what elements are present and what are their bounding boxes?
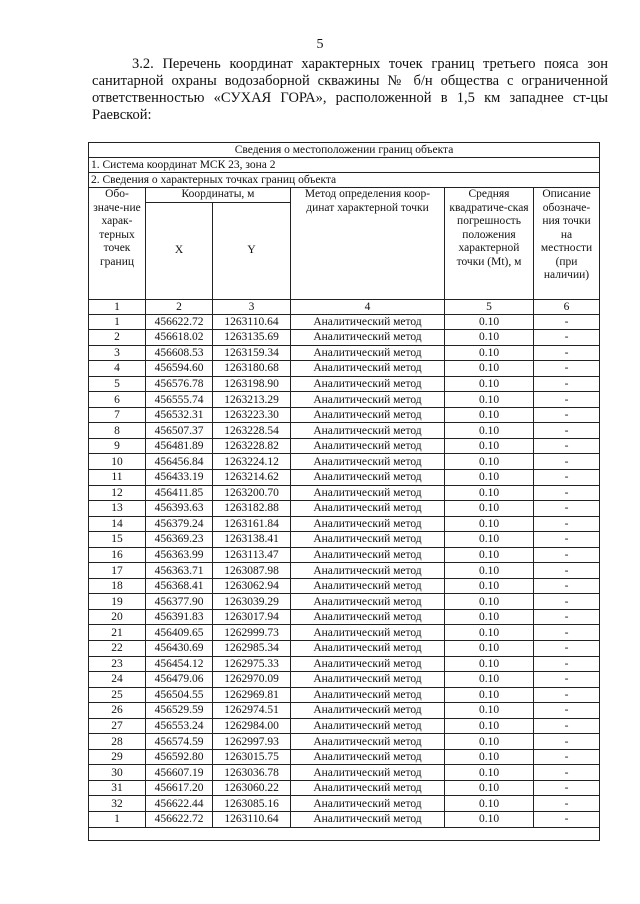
table-row <box>89 796 600 812</box>
coord-y: 1263182.88 <box>213 501 291 517</box>
method: Аналитический метод <box>291 454 445 470</box>
coord-x: 456393.63 <box>146 501 213 517</box>
table-row <box>89 625 600 641</box>
point-description: - <box>534 485 600 501</box>
table-row <box>89 578 600 594</box>
point-number: 15 <box>89 532 146 548</box>
point-number: 17 <box>89 563 146 579</box>
method: Аналитический метод <box>291 765 445 781</box>
table-row <box>89 718 600 734</box>
coordinate-system: 1. Система координат МСК 23, зона 2 <box>89 158 600 173</box>
point-number: 16 <box>89 547 146 563</box>
coord-x: 456391.83 <box>146 609 213 625</box>
point-description: - <box>534 640 600 656</box>
method: Аналитический метод <box>291 609 445 625</box>
method: Аналитический метод <box>291 392 445 408</box>
table-row <box>89 656 600 672</box>
method: Аналитический метод <box>291 578 445 594</box>
method: Аналитический метод <box>291 563 445 579</box>
coord-x: 456618.02 <box>146 330 213 346</box>
column-number: 1 <box>89 299 146 314</box>
coord-x: 456379.24 <box>146 516 213 532</box>
point-description: - <box>534 796 600 812</box>
method: Аналитический метод <box>291 516 445 532</box>
method: Аналитический метод <box>291 672 445 688</box>
coord-y: 1262970.09 <box>213 672 291 688</box>
coord-y: 1263224.12 <box>213 454 291 470</box>
coord-y: 1263228.82 <box>213 438 291 454</box>
coord-y: 1263159.34 <box>213 345 291 361</box>
coord-y: 1263135.69 <box>213 330 291 346</box>
coord-x: 456363.71 <box>146 563 213 579</box>
method: Аналитический метод <box>291 687 445 703</box>
point-number: 2 <box>89 330 146 346</box>
point-number: 18 <box>89 578 146 594</box>
table-row <box>89 703 600 719</box>
method: Аналитический метод <box>291 345 445 361</box>
method: Аналитический метод <box>291 780 445 796</box>
point-number: 31 <box>89 780 146 796</box>
point-number: 4 <box>89 361 146 377</box>
table-row <box>89 734 600 750</box>
point-number: 10 <box>89 454 146 470</box>
coord-x: 456622.44 <box>146 796 213 812</box>
mt-value: 0.10 <box>445 796 534 812</box>
coord-x: 456507.37 <box>146 423 213 439</box>
coord-x: 456363.99 <box>146 547 213 563</box>
coord-y: 1263087.98 <box>213 563 291 579</box>
point-number: 8 <box>89 423 146 439</box>
mt-value: 0.10 <box>445 594 534 610</box>
mt-value: 0.10 <box>445 672 534 688</box>
section-heading: 3.2. Перечень координат характерных точек границ третьего пояса зон санитарной охраны водозаборной скважины № б/н общества с ограниченной ответственностью «СУХАЯ ГОРА», расположенной в 1,5 км западнее ст-цы Раевской: <box>92 56 608 123</box>
method: Аналитический метод <box>291 718 445 734</box>
coord-x: 456411.85 <box>146 485 213 501</box>
method: Аналитический метод <box>291 438 445 454</box>
coord-y: 1263198.90 <box>213 376 291 392</box>
header-method: Метод определения коор-динат характерной точки <box>291 188 445 300</box>
column-number: 5 <box>445 299 534 314</box>
point-description: - <box>534 812 600 828</box>
mt-value: 0.10 <box>445 640 534 656</box>
point-description: - <box>534 547 600 563</box>
mt-value: 0.10 <box>445 501 534 517</box>
table-row <box>89 392 600 408</box>
point-description: - <box>534 718 600 734</box>
coord-x: 456553.24 <box>146 718 213 734</box>
method: Аналитический метод <box>291 485 445 501</box>
coord-x: 456504.55 <box>146 687 213 703</box>
table-row <box>89 485 600 501</box>
coord-x: 456481.89 <box>146 438 213 454</box>
point-description: - <box>534 314 600 330</box>
method: Аналитический метод <box>291 640 445 656</box>
table-row <box>89 765 600 781</box>
column-number: 6 <box>534 299 600 314</box>
point-description: - <box>534 734 600 750</box>
method: Аналитический метод <box>291 423 445 439</box>
coord-x: 456594.60 <box>146 361 213 377</box>
point-description: - <box>534 563 600 579</box>
header-x: X <box>146 202 213 299</box>
coord-x: 456368.41 <box>146 578 213 594</box>
coord-x: 456369.23 <box>146 532 213 548</box>
method: Аналитический метод <box>291 547 445 563</box>
point-number: 19 <box>89 594 146 610</box>
coord-x: 456479.06 <box>146 672 213 688</box>
mt-value: 0.10 <box>445 485 534 501</box>
point-description: - <box>534 672 600 688</box>
point-description: - <box>534 703 600 719</box>
coord-y: 1263161.84 <box>213 516 291 532</box>
point-description: - <box>534 749 600 765</box>
column-number: 3 <box>213 299 291 314</box>
point-description: - <box>534 656 600 672</box>
point-number: 29 <box>89 749 146 765</box>
coord-y: 1262974.51 <box>213 703 291 719</box>
coord-x: 456555.74 <box>146 392 213 408</box>
mt-value: 0.10 <box>445 625 534 641</box>
coord-y: 1263060.22 <box>213 780 291 796</box>
coord-y: 1263200.70 <box>213 485 291 501</box>
coord-x: 456454.12 <box>146 656 213 672</box>
coord-x: 456617.20 <box>146 780 213 796</box>
table-row <box>89 609 600 625</box>
method: Аналитический метод <box>291 625 445 641</box>
coord-y: 1263228.54 <box>213 423 291 439</box>
method: Аналитический метод <box>291 703 445 719</box>
table-row <box>89 361 600 377</box>
table-row <box>89 812 600 828</box>
page-number: 5 <box>316 37 324 52</box>
point-description: - <box>534 780 600 796</box>
coord-x: 456433.19 <box>146 469 213 485</box>
coord-y: 1263110.64 <box>213 314 291 330</box>
point-description: - <box>534 345 600 361</box>
coord-y: 1263015.75 <box>213 749 291 765</box>
mt-value: 0.10 <box>445 392 534 408</box>
mt-value: 0.10 <box>445 812 534 828</box>
column-number: 4 <box>291 299 445 314</box>
table-row <box>89 438 600 454</box>
coord-y: 1263017.94 <box>213 609 291 625</box>
point-description: - <box>534 516 600 532</box>
point-number: 27 <box>89 718 146 734</box>
mt-value: 0.10 <box>445 314 534 330</box>
coord-x: 456607.19 <box>146 765 213 781</box>
point-number: 1 <box>89 314 146 330</box>
point-description: - <box>534 423 600 439</box>
method: Аналитический метод <box>291 749 445 765</box>
coord-x: 456529.59 <box>146 703 213 719</box>
coord-x: 456622.72 <box>146 812 213 828</box>
mt-value: 0.10 <box>445 656 534 672</box>
header-designation: Обо-значе-ние харак-терных точек границ <box>89 188 146 300</box>
point-description: - <box>534 687 600 703</box>
table-row <box>89 345 600 361</box>
coordinates-table <box>88 142 600 841</box>
point-number: 3 <box>89 345 146 361</box>
point-description: - <box>534 407 600 423</box>
point-description: - <box>534 532 600 548</box>
column-number-row <box>89 299 600 314</box>
method: Аналитический метод <box>291 501 445 517</box>
coord-y: 1262975.33 <box>213 656 291 672</box>
coord-x: 456592.80 <box>146 749 213 765</box>
point-number: 12 <box>89 485 146 501</box>
mt-value: 0.10 <box>445 330 534 346</box>
table-row <box>89 687 600 703</box>
method: Аналитический метод <box>291 407 445 423</box>
point-description: - <box>534 765 600 781</box>
coord-y: 1263214.62 <box>213 469 291 485</box>
point-number: 11 <box>89 469 146 485</box>
table-row <box>89 780 600 796</box>
coord-y: 1263062.94 <box>213 578 291 594</box>
mt-value: 0.10 <box>445 469 534 485</box>
coord-x: 456409.65 <box>146 625 213 641</box>
mt-value: 0.10 <box>445 687 534 703</box>
blank-cell <box>89 827 600 840</box>
method: Аналитический метод <box>291 330 445 346</box>
point-description: - <box>534 609 600 625</box>
coord-x: 456576.78 <box>146 376 213 392</box>
method: Аналитический метод <box>291 812 445 828</box>
mt-value: 0.10 <box>445 454 534 470</box>
mt-value: 0.10 <box>445 578 534 594</box>
coord-y: 1262984.00 <box>213 718 291 734</box>
table-row <box>89 672 600 688</box>
method: Аналитический метод <box>291 532 445 548</box>
table-row <box>89 407 600 423</box>
mt-value: 0.10 <box>445 407 534 423</box>
mt-value: 0.10 <box>445 765 534 781</box>
coord-y: 1262969.81 <box>213 687 291 703</box>
table-row <box>89 330 600 346</box>
point-description: - <box>534 392 600 408</box>
table-row <box>89 547 600 563</box>
point-description: - <box>534 438 600 454</box>
points-section-title: 2. Сведения о характерных точках границ объекта <box>89 173 600 188</box>
table-row <box>89 423 600 439</box>
mt-value: 0.10 <box>445 532 534 548</box>
mt-value: 0.10 <box>445 361 534 377</box>
point-number: 23 <box>89 656 146 672</box>
coord-x: 456456.84 <box>146 454 213 470</box>
method: Аналитический метод <box>291 734 445 750</box>
point-number: 6 <box>89 392 146 408</box>
coord-y: 1263039.29 <box>213 594 291 610</box>
point-number: 20 <box>89 609 146 625</box>
method: Аналитический метод <box>291 361 445 377</box>
point-description: - <box>534 361 600 377</box>
blank-row <box>89 827 600 840</box>
mt-value: 0.10 <box>445 376 534 392</box>
header-description: Описание обозначе-ния точки на местности (при наличии) <box>534 188 600 300</box>
point-description: - <box>534 594 600 610</box>
table-row <box>89 469 600 485</box>
table-row <box>89 501 600 517</box>
coord-y: 1263180.68 <box>213 361 291 377</box>
method: Аналитический метод <box>291 796 445 812</box>
point-number: 26 <box>89 703 146 719</box>
coord-x: 456377.90 <box>146 594 213 610</box>
mt-value: 0.10 <box>445 516 534 532</box>
point-description: - <box>534 578 600 594</box>
table-row <box>89 314 600 330</box>
point-description: - <box>534 501 600 517</box>
point-number: 32 <box>89 796 146 812</box>
coord-y: 1263113.47 <box>213 547 291 563</box>
table-row <box>89 454 600 470</box>
point-number: 13 <box>89 501 146 517</box>
header-coordinates: Координаты, м <box>146 188 291 203</box>
mt-value: 0.10 <box>445 749 534 765</box>
mt-value: 0.10 <box>445 438 534 454</box>
point-number: 21 <box>89 625 146 641</box>
point-description: - <box>534 625 600 641</box>
coord-x: 456574.59 <box>146 734 213 750</box>
table-title: Сведения о местоположении границ объекта <box>89 143 600 158</box>
point-number: 5 <box>89 376 146 392</box>
point-number: 28 <box>89 734 146 750</box>
point-number: 24 <box>89 672 146 688</box>
mt-value: 0.10 <box>445 547 534 563</box>
header-y: Y <box>213 202 291 299</box>
coord-y: 1262985.34 <box>213 640 291 656</box>
method: Аналитический метод <box>291 656 445 672</box>
mt-value: 0.10 <box>445 609 534 625</box>
table-row <box>89 532 600 548</box>
point-description: - <box>534 454 600 470</box>
point-number: 30 <box>89 765 146 781</box>
mt-value: 0.10 <box>445 718 534 734</box>
coord-x: 456608.53 <box>146 345 213 361</box>
coord-x: 456532.31 <box>146 407 213 423</box>
method: Аналитический метод <box>291 594 445 610</box>
table-row <box>89 594 600 610</box>
mt-value: 0.10 <box>445 345 534 361</box>
point-number: 14 <box>89 516 146 532</box>
point-description: - <box>534 330 600 346</box>
coord-x: 456622.72 <box>146 314 213 330</box>
coord-y: 1263085.16 <box>213 796 291 812</box>
point-number: 22 <box>89 640 146 656</box>
point-number: 7 <box>89 407 146 423</box>
mt-value: 0.10 <box>445 423 534 439</box>
table-row <box>89 516 600 532</box>
coord-y: 1263110.64 <box>213 812 291 828</box>
method: Аналитический метод <box>291 376 445 392</box>
coord-x: 456430.69 <box>146 640 213 656</box>
coord-y: 1263036.78 <box>213 765 291 781</box>
coord-y: 1262999.73 <box>213 625 291 641</box>
mt-value: 0.10 <box>445 734 534 750</box>
coord-y: 1262997.93 <box>213 734 291 750</box>
coord-y: 1263213.29 <box>213 392 291 408</box>
point-description: - <box>534 469 600 485</box>
mt-value: 0.10 <box>445 563 534 579</box>
coord-y: 1263223.30 <box>213 407 291 423</box>
point-description: - <box>534 376 600 392</box>
mt-value: 0.10 <box>445 780 534 796</box>
table-row <box>89 749 600 765</box>
mt-value: 0.10 <box>445 703 534 719</box>
table-row <box>89 376 600 392</box>
point-number: 25 <box>89 687 146 703</box>
point-number: 1 <box>89 812 146 828</box>
point-number: 9 <box>89 438 146 454</box>
method: Аналитический метод <box>291 314 445 330</box>
table-row <box>89 563 600 579</box>
table-row <box>89 640 600 656</box>
header-accuracy: Средняя квадратиче-ская погрешность положения характерной точки (Mt), м <box>445 188 534 300</box>
coord-y: 1263138.41 <box>213 532 291 548</box>
method: Аналитический метод <box>291 469 445 485</box>
column-number: 2 <box>146 299 213 314</box>
